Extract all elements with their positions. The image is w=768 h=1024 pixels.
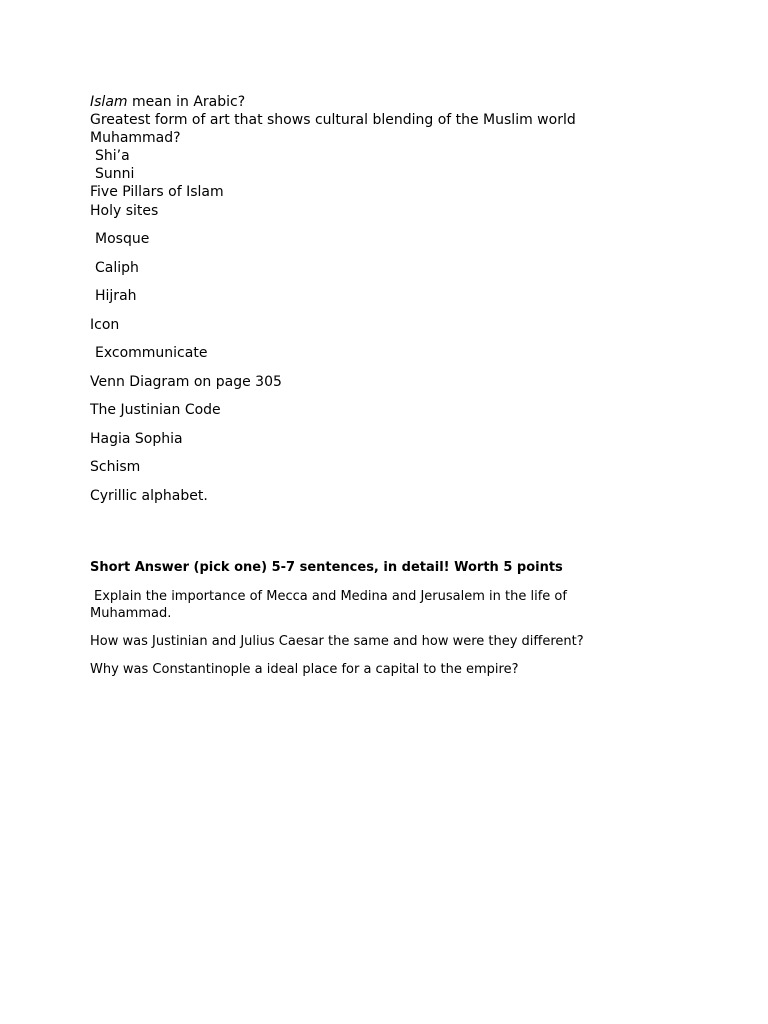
study-item-holy-sites: Holy sites: [90, 203, 159, 219]
study-item-sunni: Sunni: [95, 166, 135, 182]
study-item-justinian-code: The Justinian Code: [90, 402, 221, 418]
study-item-caliph: Caliph: [95, 260, 139, 276]
study-item-cyrillic-alphabet: Cyrillic alphabet.: [90, 488, 208, 504]
study-item-five-pillars: Five Pillars of Islam: [90, 184, 224, 200]
study-item-hagia-sophia: Hagia Sophia: [90, 431, 183, 447]
study-item-hijrah: Hijrah: [95, 288, 137, 304]
study-item-islam-meaning: [90, 93, 245, 111]
short-answer-question-justinian: How was Justinian and Julius Caesar the same and how were they different?: [90, 634, 584, 649]
study-item-shia: Shi’a: [95, 148, 130, 164]
study-item-excommunicate: Excommunicate: [95, 345, 208, 361]
study-item-islam-rest: mean in Arabic?: [127, 94, 246, 110]
short-answer-question-mecca-text: Explain the importance of Mecca and Medina and Jerusalem in the life of Muhammad.: [90, 589, 567, 621]
study-item-schism: Schism: [90, 459, 141, 475]
study-item-icon: Icon: [90, 317, 120, 333]
study-item-mosque: Mosque: [95, 231, 150, 247]
short-answer-heading: Short Answer (pick one) 5-7 sentences, in detail! Worth 5 points: [90, 560, 563, 575]
study-item-islam-word: Islam: [90, 94, 128, 110]
short-answer-question-mecca: [90, 588, 650, 622]
study-item-art-form: Greatest form of art that shows cultural blending of the Muslim world: [90, 112, 576, 128]
study-item-venn-diagram: Venn Diagram on page 305: [90, 374, 282, 390]
study-item-muhammad: Muhammad?: [90, 130, 181, 146]
short-answer-question-constantinople: Why was Constantinople a ideal place for a capital to the empire?: [90, 662, 519, 677]
